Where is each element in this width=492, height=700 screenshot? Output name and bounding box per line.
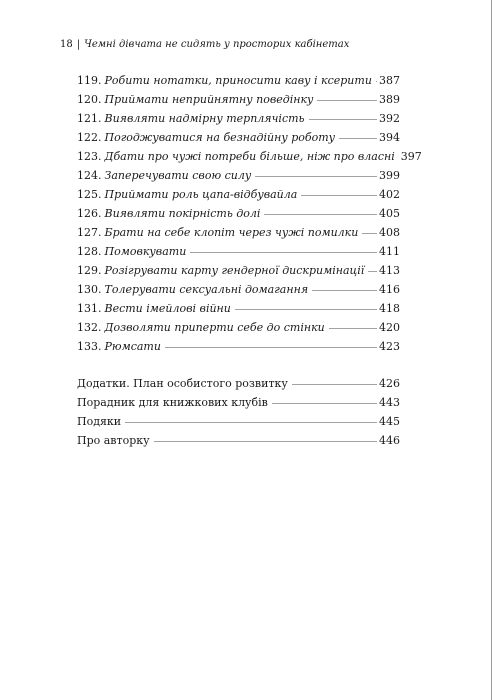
toc-entry-page: 445 <box>379 415 400 428</box>
toc-entry-title: Приймати неприйнятну поведінку <box>104 93 314 106</box>
toc-entry-page: 413 <box>379 264 400 277</box>
toc-entry-number: 128. <box>77 245 102 258</box>
toc-entry-130[interactable] <box>77 280 400 299</box>
toc-entry-title: Дозволяти приперти себе до стінки <box>104 321 325 334</box>
toc-entry-page: 411 <box>379 245 400 258</box>
running-header <box>60 38 349 52</box>
toc-entry-number: 126. <box>77 207 102 220</box>
toc-entry-page: 399 <box>379 169 400 182</box>
page-number: 18 <box>60 39 73 50</box>
dot-leader <box>368 270 377 273</box>
toc-entry-title: Робити нотатки, приносити каву і ксерити <box>104 74 372 87</box>
toc-entry-number: 120. <box>77 93 102 106</box>
toc-entry-124[interactable] <box>77 166 400 185</box>
toc-entry-132[interactable] <box>77 318 400 337</box>
toc-entry-number: 121. <box>77 112 102 125</box>
dot-leader <box>301 194 377 197</box>
toc-entry-119[interactable] <box>77 71 400 90</box>
toc-entry-title: Вести імейлові війни <box>104 302 231 315</box>
toc-entry-title: Заперечувати свою силу <box>104 169 252 182</box>
dot-leader <box>362 232 377 235</box>
dot-leader <box>190 251 377 254</box>
toc-entry-page: 397 <box>400 150 422 163</box>
toc-entry-page: 402 <box>379 188 400 201</box>
dot-leader <box>264 213 377 216</box>
toc-entry-page: 420 <box>379 321 400 334</box>
toc-entry-title: Приймати роль цапа-відбувайла <box>104 188 298 201</box>
toc-entry-127[interactable] <box>77 223 400 242</box>
toc-entry-page: 408 <box>379 226 400 239</box>
toc-entry-number: 133. <box>77 340 102 353</box>
toc-entry-131[interactable] <box>77 299 400 318</box>
dot-leader <box>339 137 377 140</box>
dot-leader <box>292 383 377 386</box>
toc-entry-page: 443 <box>379 396 400 409</box>
toc-entry-128[interactable] <box>77 242 400 261</box>
toc-entry-120[interactable] <box>77 90 400 109</box>
toc-entry-title: Виявляти покірність долі <box>104 207 261 220</box>
toc-entry-title: Погоджуватися на безнадійну роботу <box>104 131 336 144</box>
dot-leader <box>329 327 377 330</box>
toc-entry-number: 131. <box>77 302 102 315</box>
toc-entry-page: 405 <box>379 207 400 220</box>
toc-entry-about-author[interactable] <box>77 431 400 450</box>
toc-entry-title: Толерувати сексуальні домагання <box>104 283 309 296</box>
toc-entry-129[interactable] <box>77 261 400 280</box>
toc-entry-title: Помовкувати <box>104 245 187 258</box>
toc-entry-123[interactable] <box>77 147 422 166</box>
toc-entry-page: 446 <box>379 434 400 447</box>
toc-entry-number: 130. <box>77 283 102 296</box>
toc-entry-book-club-guide[interactable] <box>77 393 400 412</box>
toc-entry-page: 418 <box>379 302 400 315</box>
toc-entry-number: 123. <box>77 150 102 163</box>
toc-entry-number: 132. <box>77 321 102 334</box>
dot-leader <box>165 346 377 349</box>
toc-entry-number: 129. <box>77 264 102 277</box>
toc-entry-title: Про авторку <box>77 434 150 447</box>
toc-entry-title: Подяки <box>77 415 122 428</box>
toc-entry-page: 389 <box>379 93 400 106</box>
dot-leader <box>312 289 377 292</box>
toc-entry-title: Виявляти надмірну терплячість <box>104 112 305 125</box>
toc-entry-page: 394 <box>379 131 400 144</box>
toc-entry-number: 125. <box>77 188 102 201</box>
toc-entry-122[interactable] <box>77 128 400 147</box>
toc-entry-appendix[interactable] <box>77 374 400 393</box>
toc-entry-number: 124. <box>77 169 102 182</box>
section-gap <box>77 356 400 374</box>
toc-entry-page: 387 <box>379 74 400 87</box>
toc-entry-title: Дбати про чужі потреби більше, ніж про власні <box>104 150 395 163</box>
toc-entry-acknowledgements[interactable] <box>77 412 400 431</box>
dot-leader <box>255 175 377 178</box>
table-of-contents <box>77 71 422 450</box>
toc-entry-121[interactable] <box>77 109 400 128</box>
toc-entry-number: 119. <box>77 74 102 87</box>
toc-entry-title: Брати на себе клопіт через чужі помилки <box>104 226 359 239</box>
dot-leader <box>272 402 377 405</box>
dot-leader <box>154 440 377 443</box>
toc-entry-page: 423 <box>379 340 400 353</box>
dot-leader <box>376 80 377 83</box>
toc-entry-number: 127. <box>77 226 102 239</box>
toc-entry-page: 416 <box>379 283 400 296</box>
toc-entry-title: Рюмсати <box>104 340 161 353</box>
toc-entry-title: Порадник для книжкових клубів <box>77 396 268 409</box>
book-title: Чемні дівчата не сидять у просторих кабінетах <box>84 39 350 50</box>
toc-entry-number: 122. <box>77 131 102 144</box>
header-separator: | <box>76 39 81 50</box>
toc-entry-133[interactable] <box>77 337 400 356</box>
toc-entry-page: 392 <box>379 112 400 125</box>
toc-entry-126[interactable] <box>77 204 400 223</box>
dot-leader <box>235 308 377 311</box>
dot-leader <box>309 118 377 121</box>
toc-entry-125[interactable] <box>77 185 400 204</box>
toc-entry-title: Додатки. План особистого розвитку <box>77 377 288 390</box>
dot-leader <box>125 421 377 424</box>
toc-entry-title: Розігрувати карту гендерної дискримінації <box>104 264 365 277</box>
toc-entry-page: 426 <box>379 377 400 390</box>
dot-leader <box>317 99 377 102</box>
